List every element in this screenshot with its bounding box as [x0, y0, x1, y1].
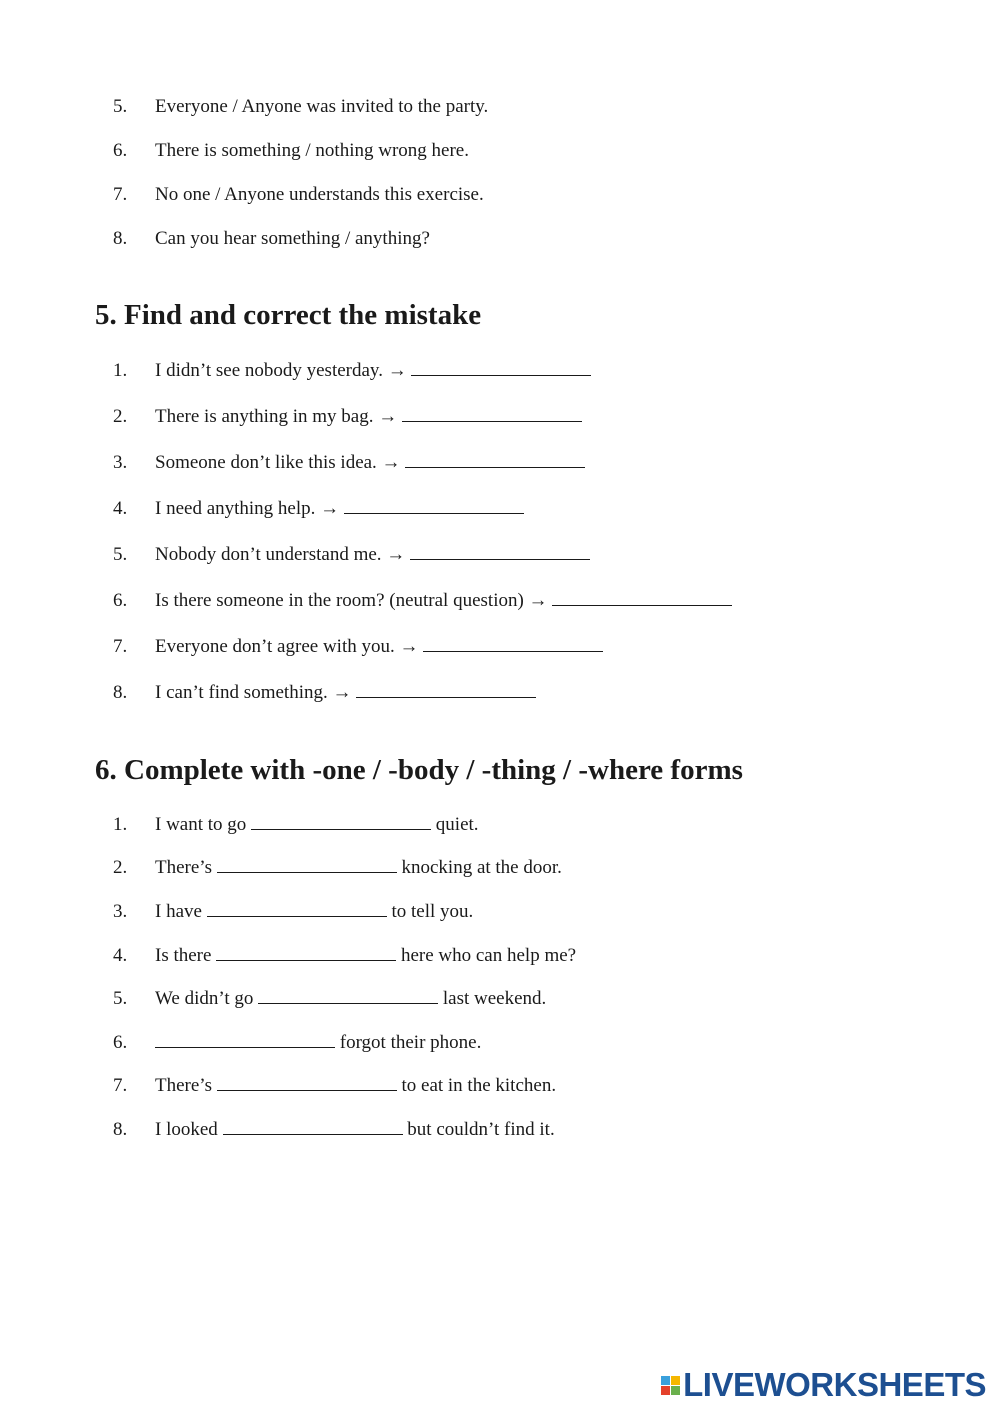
list-item: 3. I have to tell you.	[113, 901, 474, 922]
answer-blank[interactable]	[207, 900, 387, 917]
list-item: 7. Everyone don’t agree with you. →	[113, 635, 603, 659]
list-item: 4. Is there here who can help me?	[113, 945, 577, 966]
list-item: 2. There is anything in my bag. →	[113, 405, 582, 429]
list-item: 8. I can’t find something. →	[113, 681, 536, 705]
list-item: 6. forgot their phone.	[113, 1032, 482, 1053]
answer-blank[interactable]	[251, 813, 431, 830]
section5-title: 5. Find and correct the mistake	[95, 299, 482, 331]
answer-blank[interactable]	[217, 856, 397, 873]
answer-blank[interactable]	[410, 543, 590, 560]
list-item: 5. Everyone / Anyone was invited to the party.	[113, 96, 489, 117]
answer-blank[interactable]	[356, 681, 536, 698]
section6-title: 6. Complete with -one / -body / -thing / -where forms	[95, 754, 743, 786]
answer-blank[interactable]	[216, 944, 396, 961]
answer-blank[interactable]	[423, 635, 603, 652]
logo-square	[671, 1386, 680, 1395]
list-item: 6. Is there someone in the room? (neutral question) →	[113, 589, 732, 613]
answer-blank[interactable]	[223, 1118, 403, 1135]
logo-square	[661, 1376, 670, 1385]
answer-blank[interactable]	[258, 987, 438, 1004]
list-item: 4. I need anything help. →	[113, 497, 524, 521]
list-item: 2. There’s knocking at the door.	[113, 857, 562, 878]
answer-blank[interactable]	[344, 497, 524, 514]
list-item: 8. Can you hear something / anything?	[113, 228, 430, 249]
answer-blank[interactable]	[411, 359, 591, 376]
list-item: 7. There’s to eat in the kitchen.	[113, 1075, 557, 1096]
answer-blank[interactable]	[217, 1074, 397, 1091]
answer-blank[interactable]	[405, 451, 585, 468]
answer-blank[interactable]	[155, 1031, 335, 1048]
liveworksheets-logo[interactable]	[661, 1368, 986, 1402]
list-item: 1. I want to go quiet.	[113, 814, 479, 835]
list-item: 5. Nobody don’t understand me. →	[113, 543, 590, 567]
logo-square	[661, 1386, 670, 1395]
logo-square	[671, 1376, 680, 1385]
list-item: 5. We didn’t go last weekend.	[113, 988, 547, 1009]
list-item: 6. There is something / nothing wrong here.	[113, 140, 469, 161]
answer-blank[interactable]	[552, 589, 732, 606]
list-item: 7. No one / Anyone understands this exercise.	[113, 184, 484, 205]
list-item: 8. I looked but couldn’t find it.	[113, 1119, 555, 1140]
logo-text: LIVEWORKSHEETS	[683, 1366, 986, 1403]
list-item: 1. I didn’t see nobody yesterday. →	[113, 359, 591, 383]
answer-blank[interactable]	[402, 405, 582, 422]
list-item: 3. Someone don’t like this idea. →	[113, 451, 585, 475]
logo-grid-icon	[661, 1376, 680, 1395]
